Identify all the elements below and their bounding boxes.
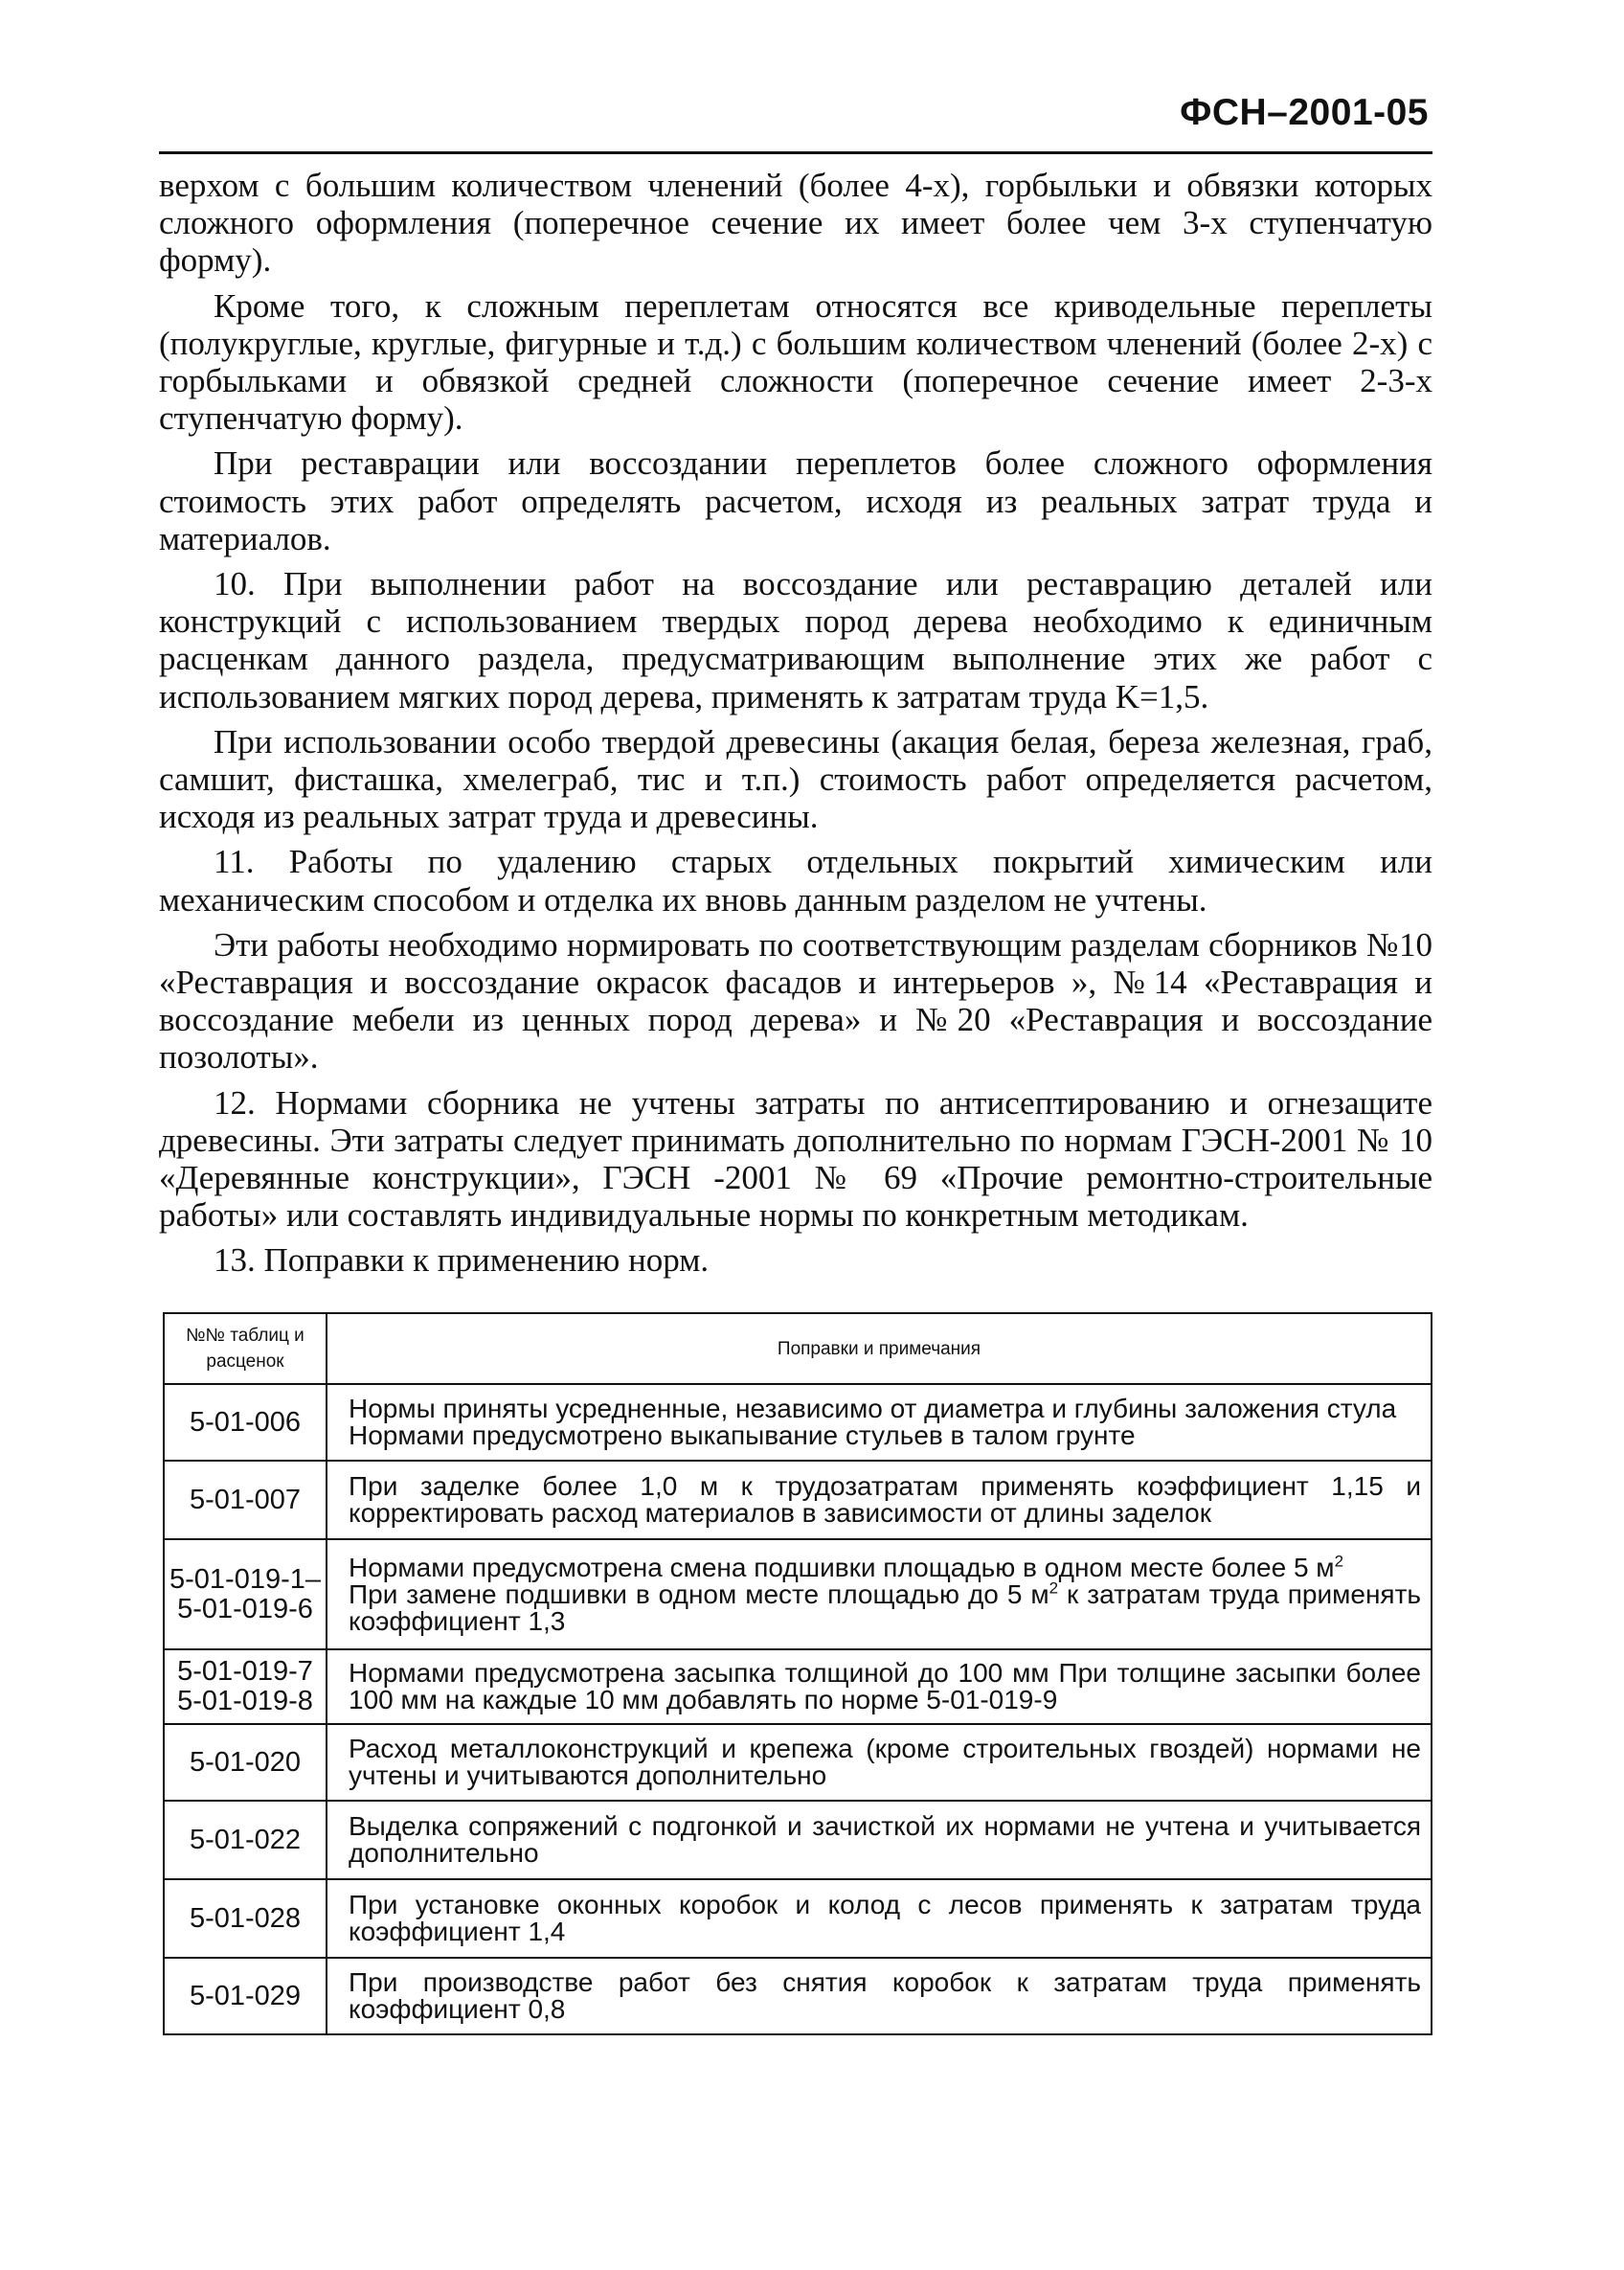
table-row xyxy=(164,1879,1432,1958)
paragraph-hard-wood: При использовании особо твердой древесины (акация белая, береза железная, граб, самшит, фисташка, хмелеграб, тис и т.п.) стоимость работ определяется расчетом, исходя из реальных затрат труда и древесины. xyxy=(159,722,1432,836)
table-header-row xyxy=(164,1313,1432,1384)
corrections-table xyxy=(163,1312,1432,2035)
superscript: 2 xyxy=(1334,1552,1344,1571)
document-code-header: ФСН–2001-05 xyxy=(1180,92,1429,133)
row-code-cell: 5-01-006 xyxy=(164,1384,327,1461)
row-code-cell: 5-01-022 xyxy=(164,1801,327,1879)
paragraph-item-12: 12. Нормами сборника не учтены затраты по антисептированию и огнезащите древесины. Эти затраты следует принимать дополнительно по нормам ГЭСН-2001 № 10 «Деревянные конструкции», ГЭСН -2001 № 69 «Прочие ремонтно-строительные работы» или составлять индивидуальные нормы по конкретным методикам. xyxy=(159,1083,1432,1235)
note-text: Нормами предусмотрена смена подшивки площадью в одном месте более 5 м xyxy=(349,1552,1335,1582)
header-cell-codes: №№ таблиц и расценок xyxy=(164,1313,327,1384)
paragraph-restoration-cost: При реставрации или воссоздании переплетов более сложного оформления стоимость этих работ определять расчетом, исходя из реальных затрат труда и материалов. xyxy=(159,444,1432,557)
row-code-cell: 5-01-028 xyxy=(164,1879,327,1958)
row-note-cell: Расход металлоконструкций и крепежа (кроме строительных гвоздей) нормами не учтены и учитываются дополнительно xyxy=(327,1724,1432,1801)
row-note-cell: Выделка сопряжений с подгонкой и зачисткой их нормами не учтена и учитывается дополнительно xyxy=(327,1801,1432,1879)
table-row xyxy=(164,1539,1432,1649)
row-note-cell: При заделке более 1,0 м к трудозатратам применять коэффициент 1,15 и корректировать расход материалов в зависимости от длины заделок xyxy=(327,1461,1432,1539)
body-text xyxy=(159,167,1432,1280)
table-row xyxy=(164,1649,1432,1724)
row-code-cell: 5-01-007 xyxy=(164,1461,327,1539)
row-code-cell: 5-01-029 xyxy=(164,1958,327,2034)
table-row xyxy=(164,1801,1432,1879)
table-row xyxy=(164,1461,1432,1539)
row-note-cell: При установке оконных коробок и колод с лесов применять к затратам труда коэффициент 1,4 xyxy=(327,1879,1432,1958)
row-note-cell xyxy=(327,1539,1432,1649)
note-text: При замене подшивки в одном месте площадью до 5 м xyxy=(349,1578,1049,1609)
row-note-cell: Нормы приняты усредненные, независимо от диаметра и глубины заложения стула Нормами предусмотрено выкапывание стульев в талом грунте xyxy=(327,1384,1432,1461)
table-row xyxy=(164,1384,1432,1461)
paragraph-collections-reference: Эти работы необходимо нормировать по соответствующим разделам сборников №10 «Реставрация и воссоздание окрасок фасадов и интерьеров », №14 «Реставрация и воссоздание мебели из ценных пород дерева» и №20 «Реставрация и воссоздание позолоты». xyxy=(159,925,1432,1077)
superscript: 2 xyxy=(1049,1578,1059,1598)
header-cell-notes: Поправки и примечания xyxy=(327,1313,1432,1384)
table-row xyxy=(164,1958,1432,2034)
row-code-cell: 5-01-020 xyxy=(164,1724,327,1801)
row-note-cell: При производстве работ без снятия коробок к затратам труда применять коэффициент 0,8 xyxy=(327,1958,1432,2034)
row-code-cell: 5-01-019-7 5-01-019-8 xyxy=(164,1649,327,1724)
paragraph-item-11: 11. Работы по удалению старых отдельных покрытий химическим или механическим способом и отделка их вновь данным разделом не учтены. xyxy=(159,843,1432,919)
paragraph-item-10: 10. При выполнении работ на воссоздание или реставрацию деталей или конструкций с использованием твердых пород дерева необходимо к единичным расценкам данного раздела, предусматривающим выполнение этих же работ с использованием мягких пород дерева, применять к затратам труда K=1,5. xyxy=(159,565,1432,715)
paragraph-complex-sashes: Кроме того, к сложным переплетам относятся все криводельные переплеты (полукруглые, круглые, фигурные и т.д.) с большим количеством членений (более 2-х) с горбыльками и обвязкой средней сложности (поперечное сечение имеет 2-3-х ступенчатую форму). xyxy=(159,286,1432,438)
row-code-cell: 5-01-019-1– 5-01-019-6 xyxy=(164,1539,327,1649)
paragraph-continued: верхом с большим количеством членений (более 4-х), горбыльки и обвязки которых сложного оформления (поперечное сечение их имеет более чем 3-х ступенчатую форму). xyxy=(159,167,1432,280)
note-text: к затратам труда применять коэффициент 1,3 xyxy=(349,1578,1421,1636)
paragraph-item-13: 13. Поправки к применению норм. xyxy=(214,1241,710,1280)
header-divider xyxy=(159,151,1432,154)
row-note-cell: Нормами предусмотрена засыпка толщиной до 100 мм При толщине засыпки более 100 мм на каждые 10 мм добавлять по норме 5-01-019-9 xyxy=(327,1649,1432,1724)
table-row xyxy=(164,1724,1432,1801)
